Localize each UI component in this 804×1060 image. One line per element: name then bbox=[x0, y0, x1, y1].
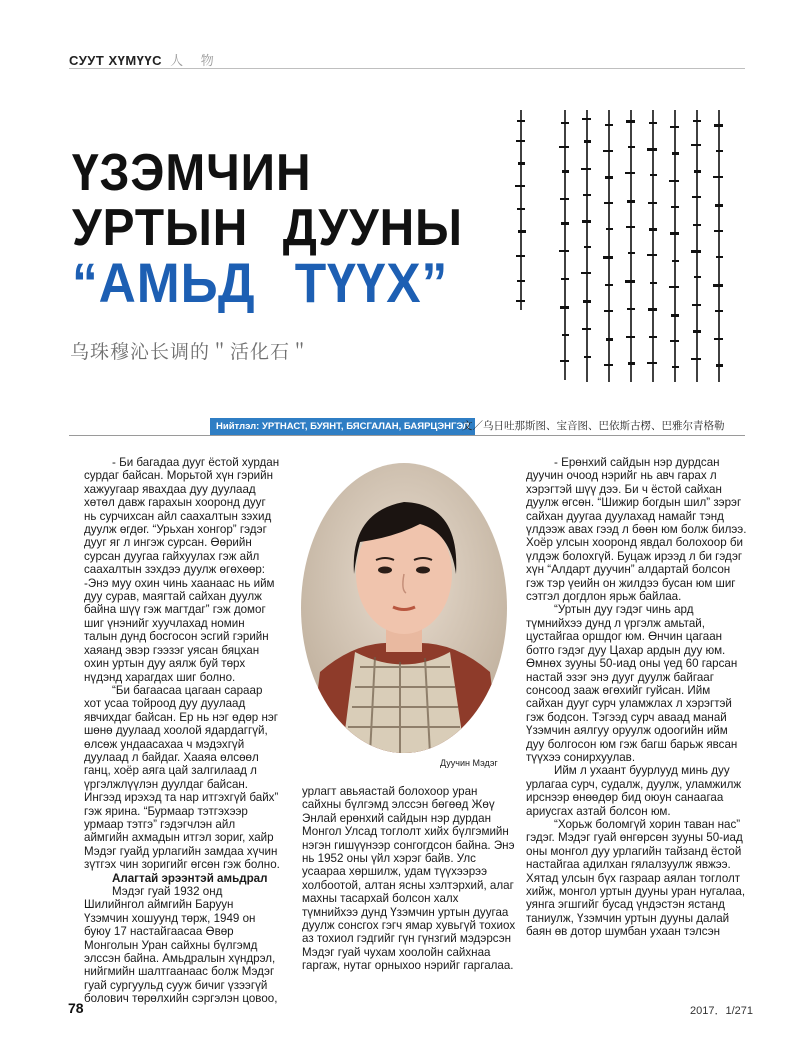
mongolian-script-column bbox=[556, 110, 574, 390]
page-number: 78 bbox=[68, 1000, 84, 1016]
mongolian-script-column bbox=[512, 110, 530, 390]
title-line-2: УРТЫН ДУУНЫ bbox=[72, 199, 463, 257]
section-name: СУУТ ХҮМҮҮС bbox=[69, 53, 163, 68]
mongolian-script-column bbox=[578, 110, 596, 390]
paragraph: - Ерөнхий сайдын нэр дурдсан дуучин очоод нэрийг нь авч гарах л хэрэгтэй шүү дээ. Би ч ёстой сайхан дуулж өгсөн. “Шижир богдын шил” зэрэг сайхан дуугаа дуулахад намайг тэнд үлдээж авах гээд л бөөн юм болж билээ. Хоёр улсын хооронд явдал болохоор би үлдэж болохгүй. Буцаж ирээд л би гэдэг хүн “Алдарт дуучин” алдартай болсон гэж тэр үеийн он жилдээ бусан юм шиг сэтгэл догдлон ярьж байлаа. bbox=[526, 456, 747, 604]
title-line-1: ҮЗЭМЧИН bbox=[72, 144, 312, 202]
editors-bar: Нийтлэл: УРТНАСТ, БУЯНТ, БЯСГАЛАН, БАЯРЦЭНГЭЛ bbox=[210, 418, 475, 435]
photo-caption: Дуучин Мэдэг bbox=[440, 758, 498, 768]
portrait-photo bbox=[300, 462, 508, 754]
mongolian-script-column bbox=[688, 110, 706, 390]
paragraph: Мэдэг гуай 1932 онд Шилийнгол аймгийн Баруун Үзэмчин хошуунд төрж, 1949 он буюу 17 настайгаасаа Өвөр Монголын Уран сайхны бүлгэмд элссэн байна. Амьдралын хүндрэл, нийгмийн шалтгаанаас болж Мэдэг гуай сургуульд сууж бичиг үзээгүй болович төрөлхийн сэргэлэн цовоо, bbox=[84, 885, 278, 1006]
mongolian-script-column bbox=[710, 110, 728, 390]
mongolian-script-column bbox=[644, 110, 662, 390]
section-label bbox=[69, 50, 221, 69]
mongolian-script-column bbox=[600, 110, 618, 390]
article-column-3 bbox=[526, 456, 748, 939]
byline-divider bbox=[69, 435, 745, 436]
mongolian-script-column bbox=[622, 110, 640, 390]
paragraph: “Уртын дуу гэдэг чинь ард түмнийхээ дунд л үргэлж амьтай, цустайгаа оршдог юм. Өнчин цагаан ботго гэдэг дуу Цахар ардын дуу юм. Өмнөх зууны 50-иад оны үед 60 гарсан настай эзэг энэ дууг дуулж байгааг сонсоод зааж өгөхийг гуйсан. Ийм сайхан дууг сурч уламжлах л хэрэгтэй гэж бодсон. Тэгээд сурч аваад манай Үзэмчин аялгуу оруулж одоогийн ийм дуу болгосон юм гэж багш барьж явсан түүхээ сонирхуулав. bbox=[526, 603, 738, 764]
paragraph: урлагт авьяастай болохоор уран сайхны бүлгэмд элссэн бөгөөд Жөү Энлай ерөнхий сайдын нэр дурдан Монгол Улсад тоглолт хийх бүлгэмийн нэгэн гишүүнээр сонгогдсон байна. Энэ нь 1952 оны үйл хэрэг байв. Улс усаараа хөршилж, удам түүхээрээ холбоотой, алтан ясны хэлтэрхий, алаг махны тасархай болсон халх түмнийхээ дунд Үзэмчин уртын дуугаа дуулж сонсгох гэгч ямар хувьгүй тохиох аз тохиол гэдгийг гүн гүнзгий мэдэрсэн Мэдэг гуай чухам хоолойн сайхнаа гаргаж, нутаг орныхоо нэрийг гаргалаа. bbox=[302, 785, 516, 973]
issue-number: 2017．1/271 bbox=[690, 1005, 753, 1017]
authors-cn: 文／乌日吐那斯图、宝音图、巴依斯古楞、巴雅尔青格勒 bbox=[462, 420, 725, 432]
paragraph: Ийм л ухаант буурлууд минь дуу урлагаа сурч, судалж, дуулж, уламжилж ирснээр өнөөдөр бид оюун санаагаа ариусгах азтай болсон юм. bbox=[526, 764, 742, 818]
section-name-cn: 人 物 bbox=[170, 53, 221, 68]
article-column-1 bbox=[84, 456, 280, 1006]
mongolian-script-column bbox=[666, 110, 684, 390]
paragraph: “Хорьж боломгүй хорин таван нас” гэдэг. Мэдэг гуай өнгөрсөн зууны 50-иад оны монгол дуу урлагийн тайзанд ёстой настайгаа адилхан гялалзуулж явжээ. Хятад улсын бүх газраар аялан тоглолт хийж, монгол уртын дууны уран нугалаа, уянга эгшгийг бусад үндэстэн ястанд таниулж, Үзэмчин уртын дууны далай баян өв дотор шумбан ухаан тэлсэн bbox=[526, 817, 746, 939]
chinese-subtitle: 乌珠穆沁长调的＂活化石＂ bbox=[70, 342, 311, 363]
paragraph: “Би багаасаа цагаан сараар хот усаа тойроод дуу дуулаад явчихдаг байсан. Ер нь нэг өдөр нэг шөнө дуулаад хоолой ядардаггүй, өлсөж ундаасахаа ч мэдэхгүй дуулаад л байдаг. Хааяа өлсөөл ганц, хоёр аяга цай залгилаад л үргэлжлүүлэн дуулдаг байсан. Ингээд ирэхэд та нар итгэхгүй байх” гэж ярина. “Бурмаар тэтгэхээр урмаар тэтгэ” гэдэгчлэн айл аймгийн ахмадын итгэл зориг, хайр Мэдэг гуайд урлагийн замдаа хүчин зүтгэх чин зоригийг өгсөн гэж болно. bbox=[84, 683, 280, 872]
title-line-3: “АМЬД ТҮҮХ” bbox=[72, 251, 449, 314]
subheading: Алагтай эрээнтэй амьдрал bbox=[112, 871, 268, 885]
article-column-2 bbox=[302, 785, 516, 973]
top-divider bbox=[69, 68, 745, 69]
paragraph: - Би багадаа дууг ёстой хурдан сурдаг байсан. Морьтой хүн гэрийн хажуугаар явахдаа дуу дуулаад хөтөл давж гарахын хооронд дууг нь сурчихсан айл саахалтын зэхид дуулж өгдөг. “Урьхан хонгор” гэдэг дууг яг л ингэж сурсан. Өөрийн сурсан дуугаа гайхуулах гэж айл саахалтын зэхдээ дуулж өгөхөөр: -Энэ муу охин чинь хаанаас нь ийм дуу сурав, маягтай сайхан дуулж байна шүү гэж магтдаг” гэж домог шиг үнэнийг хуучлахад номин талын дунд босгосон эсгий гэрийн хаяанд эвэр гээзэг уясан бяцхан охин уртын дуу аялж буй төрх нүдэнд харагдах шиг болно. bbox=[84, 456, 280, 684]
